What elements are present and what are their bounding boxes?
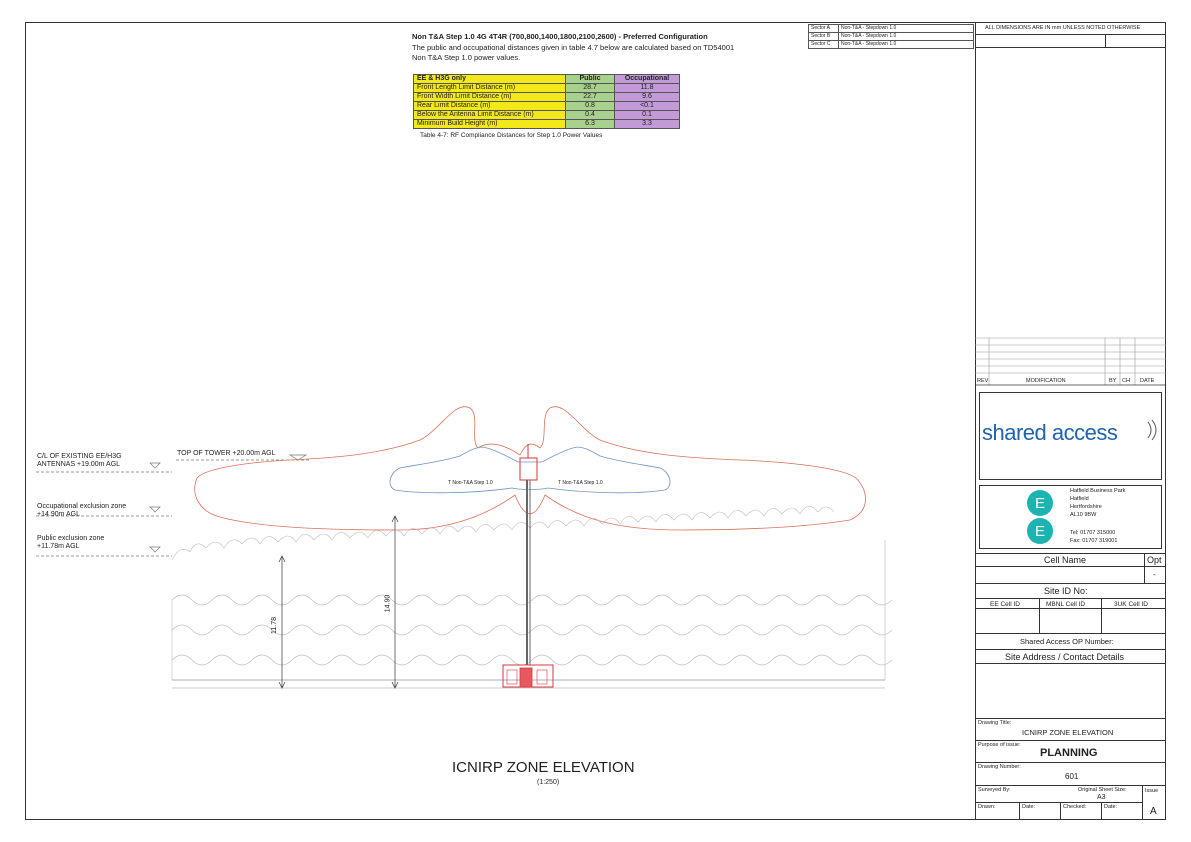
table-cell: <0.1 (615, 102, 680, 111)
public-zone-height: +11.78m AGL (37, 543, 80, 550)
table-cell: 6.3 (566, 120, 615, 129)
drawing-number-label: Drawing Number: (978, 764, 1021, 770)
occupational-zone-height: +14.90m AGL (37, 511, 81, 518)
telephone: Tel: 01707 315000 (1070, 530, 1116, 536)
drawn-label: Drawn: (978, 804, 996, 810)
existing-antennas-label: C/L OF EXISTING EE/H3G (37, 453, 122, 460)
table-cell: Minimum Build Height (m) (414, 120, 566, 129)
table-cell: Below the Antenna Limit Distance (m) (414, 111, 566, 120)
public-zone-label: Public exclusion zone (37, 535, 105, 542)
3uk-cell-id-label: 3UK Cell ID (1114, 601, 1148, 608)
table-cell: 0.8 (566, 102, 615, 111)
table-cell: Rear Limit Distance (m) (414, 102, 566, 111)
table-cell: 0.1 (615, 111, 680, 120)
modification-header: MODIFICATION (1026, 378, 1066, 384)
occupational-zone-label: Occupational exclusion zone (37, 503, 127, 510)
drawing-number-value: 601 (1065, 772, 1079, 781)
table-cell: 28.7 (566, 84, 615, 93)
occupational-dimension: 14.90 (384, 594, 392, 613)
table-cell: Front Width Limit Distance (m) (414, 93, 566, 102)
rev-header: REV (977, 378, 989, 384)
site-address-label: Site Address / Contact Details (1005, 652, 1125, 662)
top-of-tower-label: TOP OF TOWER +20.00m AGL (177, 450, 276, 457)
drawing-title-label: Drawing Title: (978, 720, 1012, 726)
cell-name-label: Cell Name (1044, 555, 1087, 565)
dimensions-note: ALL DIMENSIONS ARE IN mm UNLESS NOTED OTHERWISE (985, 25, 1141, 31)
by-header: BY (1109, 378, 1117, 384)
mbnl-cell-id-label: MBNL Cell ID (1046, 601, 1086, 608)
table-cell: 11.8 (615, 84, 680, 93)
existing-antennas-height: ANTENNAS +19.00m AGL (37, 461, 121, 468)
site-id-label: Site ID No: (1044, 586, 1088, 596)
signal-waves-icon (1146, 418, 1160, 442)
ee-cell-id-label: EE Cell ID (990, 601, 1020, 608)
revision-table (975, 337, 1166, 387)
table-cell: 22.7 (566, 93, 615, 102)
config-title: Non T&A Step 1.0 4G 4T4R (700,800,1400,1800,2100,2600) - Preferred Configuration (412, 32, 708, 41)
checked-label: Checked: (1063, 804, 1087, 810)
table-cell: 0.4 (566, 111, 615, 120)
table-header-cell: Occupational (615, 75, 680, 84)
ee-logo-icon (1024, 489, 1056, 547)
drawing-title: ICNIRP ZONE ELEVATION (452, 759, 635, 776)
sector-config: Non-T&A - Stepdown 1.0 (839, 25, 974, 33)
sector-id: Sector B (809, 33, 839, 41)
address-line-1: Hatfield Business Park (1070, 488, 1126, 494)
surveyed-by-label: Surveyed By: (978, 787, 1011, 793)
purpose-value: PLANNING (1040, 747, 1098, 759)
table-cell: 3.3 (615, 120, 680, 129)
sector-id: Sector C (809, 41, 839, 49)
svg-text:E: E (1034, 495, 1046, 512)
drawing-scale: (1:250) (537, 779, 560, 786)
fax: Fax: 01707 319001 (1070, 538, 1118, 544)
drawn-date-label: Date: (1022, 804, 1036, 810)
table-cell: 9.6 (615, 93, 680, 102)
zone-label-left: T Non-T&A Step 1.0 (448, 480, 493, 486)
checked-date-label: Date: (1104, 804, 1118, 810)
original-sheet-label: Original Sheet Size: (1078, 787, 1127, 793)
drawing-title-value: ICNIRP ZONE ELEVATION (1022, 728, 1114, 737)
address-line-3: Hertfordshire (1070, 504, 1102, 510)
shared-access-logo: shared access (982, 420, 1118, 445)
config-note-1: The public and occupational distances given in table 4.7 below are calculated based on TD54001 (412, 43, 735, 52)
address-line-4: AL10 9BW (1070, 512, 1097, 518)
zone-label-right: T Non-T&A Step 1.0 (558, 480, 603, 486)
purpose-label: Purpose of issue: (978, 742, 1021, 748)
table-header-cell: EE & H3G only (414, 75, 566, 84)
opt-value: - (1153, 570, 1156, 579)
config-note-2: Non T&A Step 1.0 power values. (412, 53, 521, 62)
issue-label: Issue (1145, 788, 1159, 794)
op-number-label: Shared Access OP Number: (1020, 637, 1114, 646)
table-cell: Front Length Limit Distance (m) (414, 84, 566, 93)
address-line-2: Hatfield (1070, 496, 1089, 502)
opt-label: Opt (1147, 555, 1162, 565)
sector-id: Sector A (809, 25, 839, 33)
svg-text:E: E (1034, 523, 1046, 540)
issue-value: A (1150, 806, 1157, 817)
sector-config: Non-T&A - Stepdown 1.0 (839, 41, 974, 49)
date-header: DATE (1140, 378, 1155, 384)
table-caption: Table 4-7: RF Compliance Distances for Step 1.0 Power Values (420, 132, 603, 139)
ch-header: CH (1122, 378, 1130, 384)
table-header-cell: Public (566, 75, 615, 84)
public-dimension: 11.78 (271, 617, 278, 634)
sheet-size-value: A3 (1097, 794, 1106, 801)
sector-config: Non-T&A - Stepdown 1.0 (839, 33, 974, 41)
